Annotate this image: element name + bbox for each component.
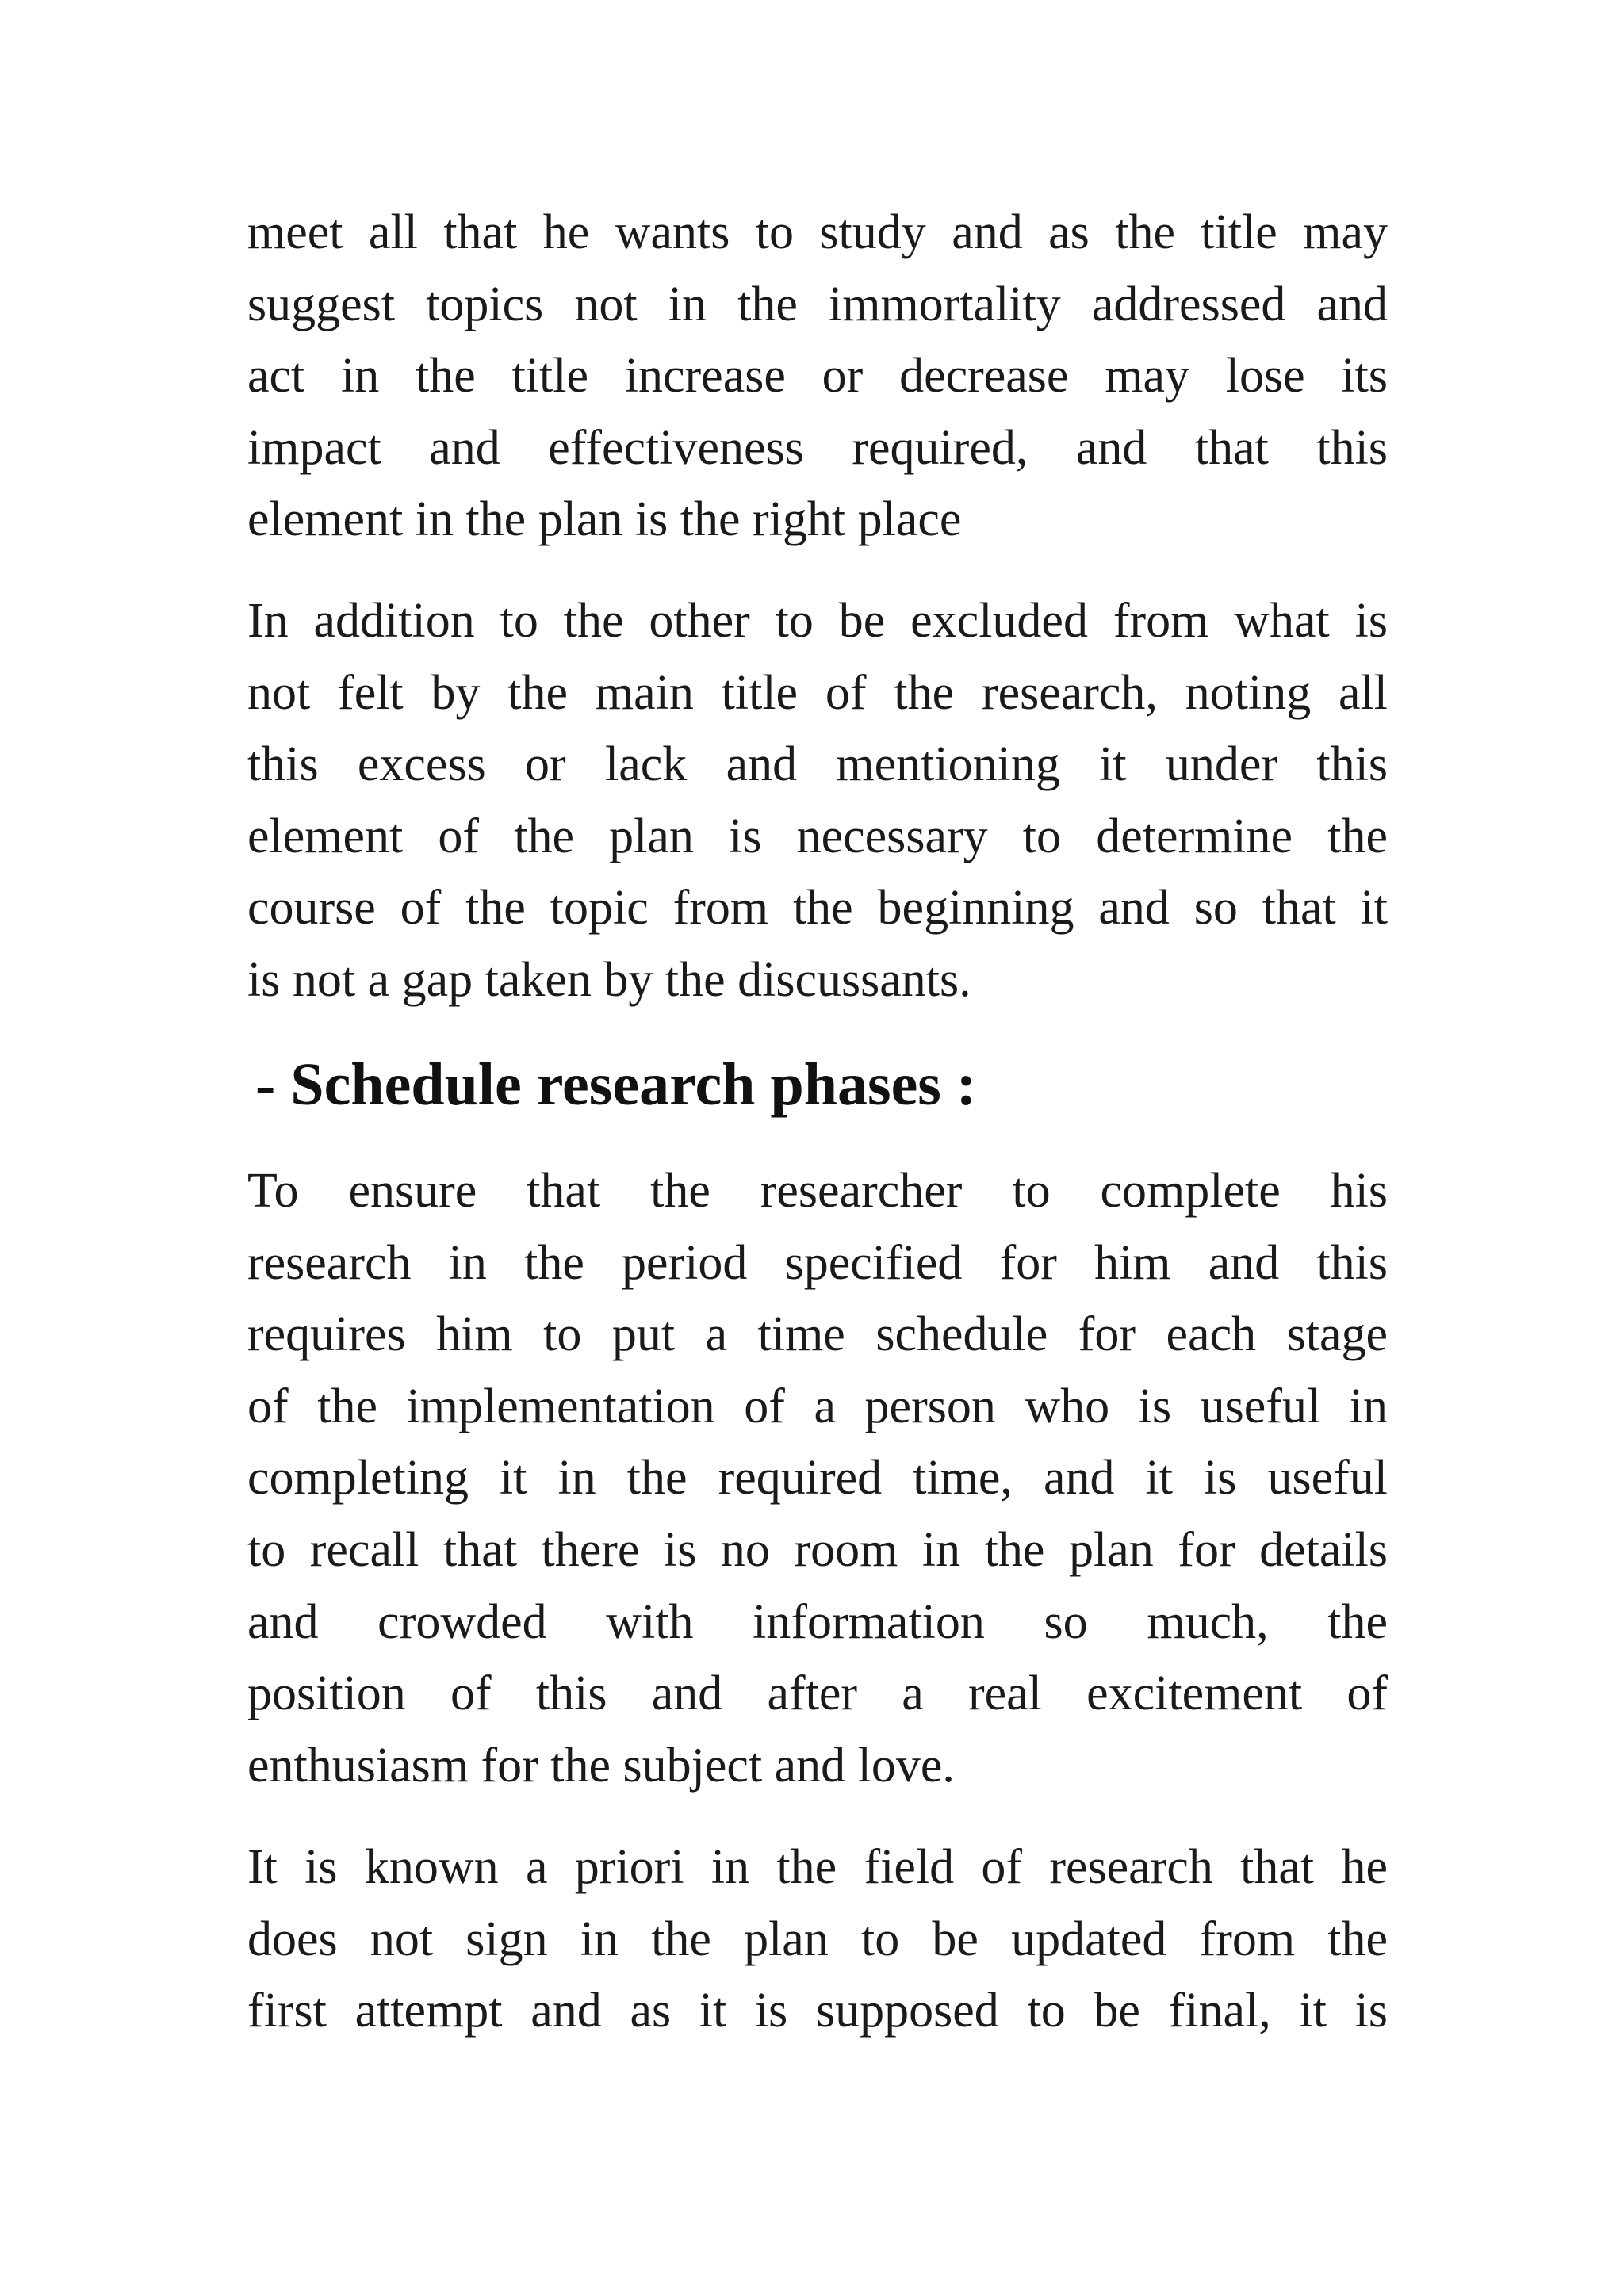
text-line: first attempt and as it is supposed to be final, it is: [247, 1984, 1388, 2038]
paragraph-3: [247, 1155, 1388, 1801]
paragraph-1: [247, 197, 1388, 556]
text-line: enthusiasm for the subject and love.: [247, 1738, 955, 1793]
text-line: element of the plan is necessary to determine the: [247, 809, 1388, 863]
text-line: and crowded with information so much, the: [247, 1594, 1388, 1649]
section-heading: - Schedule research phases :: [255, 1051, 977, 1118]
text-line: impact and effectiveness required, and that this: [247, 420, 1388, 475]
text-line: course of the topic from the beginning and so that it: [247, 881, 1388, 936]
paragraph-2: [247, 585, 1388, 1016]
text-line: To ensure that the researcher to complete his: [247, 1164, 1388, 1218]
text-line: of the implementation of a person who is useful in: [247, 1379, 1388, 1433]
text-line: element in the plan is the right place: [247, 492, 962, 547]
text-line: to recall that there is no room in the plan for details: [247, 1522, 1388, 1577]
text-line: not felt by the main title of the research, noting all: [247, 665, 1388, 720]
text-line: It is known a priori in the field of research that he: [247, 1840, 1388, 1894]
text-line: this excess or lack and mentioning it under this: [247, 737, 1388, 792]
text-line: does not sign in the plan to be updated from the: [247, 1911, 1388, 1966]
text-line: meet all that he wants to study and as the title may: [247, 205, 1388, 259]
text-line: requires him to put a time schedule for each stage: [247, 1307, 1388, 1362]
text-line: suggest topics not in the immortality addressed and: [247, 277, 1388, 331]
paragraph-4: [247, 1831, 1388, 2047]
text-line: act in the title increase or decrease may lose its: [247, 349, 1388, 404]
text-line: is not a gap taken by the discussants.: [247, 952, 971, 1007]
text-line: research in the period specified for him and this: [247, 1235, 1388, 1290]
text-line: position of this and after a real excitement of: [247, 1667, 1388, 1721]
text-line: completing it in the required time, and it is useful: [247, 1451, 1388, 1506]
text-line: In addition to the other to be excluded from what is: [247, 594, 1388, 648]
